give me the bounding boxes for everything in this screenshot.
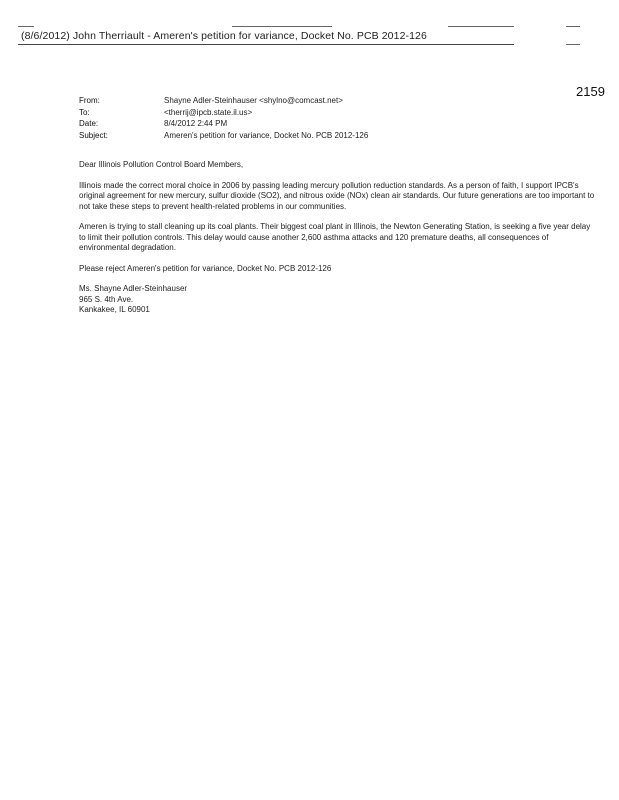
meta-row-from <box>79 95 368 107</box>
meta-label: Subject: <box>79 130 108 140</box>
body-paragraph: Ameren is trying to stall cleaning up its coal plants. Their biggest coal plant in Illinois, the Newton Generating Station, is seeking a five year delay to limit their pollution controls. This delay would cause another 2,600 asthma attacks and 120 premature deaths, all consequences of environmental degradation. <box>79 222 591 252</box>
meta-row-date <box>79 118 368 130</box>
meta-label: Date: <box>79 119 99 128</box>
body-paragraph: Please reject Ameren's petition for variance, Docket No. PCB 2012-126 <box>79 263 332 273</box>
signature-street: 965 S. 4th Ave. <box>79 294 134 304</box>
signature-name: Ms. Shayne Adler-Steinhauser <box>79 284 188 293</box>
meta-value: <therrij@ipcb.state.il.us> <box>164 107 253 117</box>
email-meta <box>79 95 368 141</box>
email-body <box>79 160 599 316</box>
header-title: (8/6/2012) John Therriault - Ameren's petition for variance, Docket No. PCB 2012-126 <box>21 30 427 42</box>
salutation: Dear Illinois Pollution Control Board Members, <box>79 160 244 169</box>
meta-row-subject <box>79 130 368 142</box>
meta-label: To: <box>79 107 90 117</box>
header-rule-mark <box>566 26 580 27</box>
meta-value: Ameren's petition for variance, Docket No. PCB 2012-126 <box>164 130 369 140</box>
meta-label: From: <box>79 96 100 105</box>
header-rule-mark <box>566 44 580 45</box>
meta-value: Shayne Adler-Steinhauser <shylno@comcast.net> <box>164 96 343 105</box>
signature-block <box>79 284 599 316</box>
body-paragraph: Illinois made the correct moral choice in 2006 by passing leading mercury pollution reduction standards. As a person of faith, I support IPCB's original agreement for new mercury, sulfur dioxide (SO2), and nitrous oxide (NOx) clean air standards. Our future generations are too important to not take these steps to prevent health-related problems in our communities. <box>79 180 595 211</box>
signature-city: Kankakee, IL 60901 <box>79 305 150 314</box>
meta-value: 8/4/2012 2:44 PM <box>164 119 228 128</box>
header-rule-mark <box>448 26 514 27</box>
header-rule-mark <box>232 26 332 27</box>
meta-row-to <box>79 107 368 119</box>
header-rule <box>18 44 514 45</box>
header-rule-mark <box>18 26 34 27</box>
page-number: 2159 <box>576 84 605 99</box>
